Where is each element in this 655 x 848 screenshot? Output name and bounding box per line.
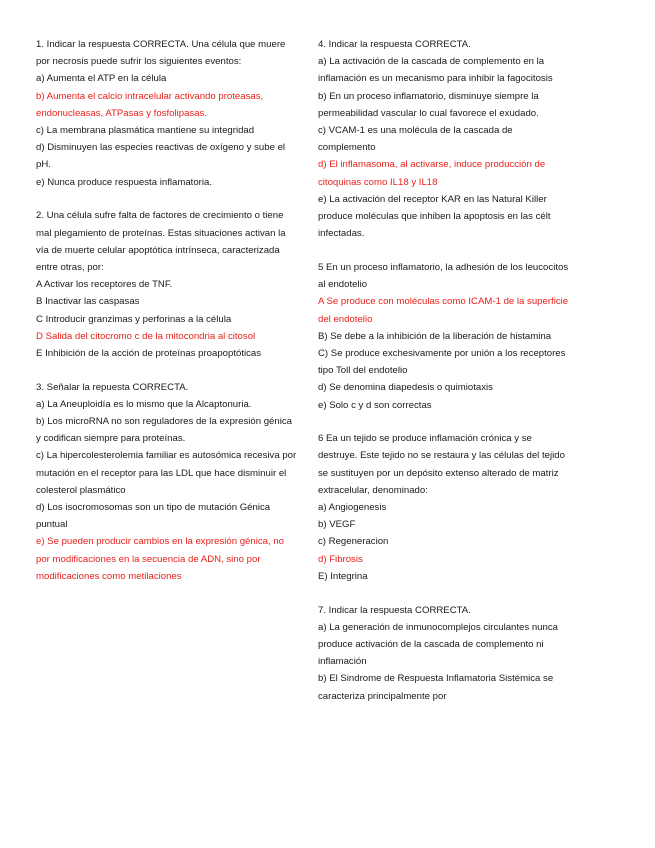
answer-option: c) La membrana plasmática mantiene su integridad [36, 125, 255, 137]
question-stem: 1. Indicar la respuesta CORRECTA. Una célula que muere por necrosis puede sufrir los siguientes eventos: [36, 39, 286, 68]
question-stem: 6 Ea un tejido se produce inflamación crónica y se destruye. Este tejido no se restaura y las células del tejido se sustituyen por un depósito extenso alterado de matriz extracelular, denominado: [318, 433, 565, 496]
correct-answer-option: A Se produce con moléculas como ICAM-1 de la superficie del endotelio [318, 296, 569, 325]
answer-option: b) En un proceso inflamatorio, disminuye siempre la permeabilidad vascular lo cual favorece el exudado. [318, 90, 539, 119]
correct-answer-option: D Salida del citocromo c de la mitocondria al citosol [36, 330, 256, 342]
question-block [36, 36, 298, 191]
correct-answer-option: d) Fibrosis [318, 553, 363, 565]
question-block [318, 36, 570, 242]
answer-option: e) Solo c y d son correctas [318, 399, 432, 411]
question-block [318, 259, 570, 414]
answer-option: B Inactivar las caspasas [36, 296, 140, 308]
answer-option: c) VCAM-1 es una molécula de la cascada de complemento [318, 125, 513, 154]
answer-option: e) La activación del receptor KAR en las Natural Killer produce moléculas que inhiben la apoptosis en las célt infectadas. [318, 193, 551, 240]
answer-option: a) La Aneuploidía es lo mismo que la Alcaptonuria. [36, 398, 252, 410]
answer-option: d) Disminuyen las especies reactivas de oxígeno y sube el pH. [36, 142, 286, 171]
left-column [36, 36, 298, 602]
answer-option: b) VEGF [318, 519, 356, 531]
answer-option: C) Se produce exchesivamente por unión a los receptores [318, 347, 566, 359]
question-stem: 4. Indicar la respuesta CORRECTA. [318, 39, 471, 50]
right-column [318, 36, 570, 721]
answer-option: a) Aumenta el ATP en la célula [36, 73, 167, 85]
answer-option: d) Los isocromosomas son un tipo de mutación Génica puntual [36, 502, 271, 531]
question-stem: 2. Una célula sufre falta de factores de crecimiento o tiene mal plegamiento de proteínas. Estas situaciones activan la vía de muerte celular apoptótica intrínseca, caracterizada entre otras, por: [36, 210, 286, 273]
answer-option: a) La activación de la cascada de complemento en la inflamación es un mecanismo para inhibir la fagocitosis [318, 56, 553, 85]
correct-answer-option: b) Aumenta el calcio intracelular activando proteasas, endonucleasas, ATPasas y fosfolipasas. [36, 90, 264, 119]
correct-answer-option: d) El inflamasoma, al activarse, induce producción de citoquinas como IL18 y IL18 [318, 159, 546, 188]
question-stem: 7. Indicar la respuesta CORRECTA. [318, 604, 471, 616]
answer-option: c) La hipercolesterolemia familiar es autosómica recesiva por mutación en el receptor para las LDL que hace disminuir el colesterol plasmático [36, 450, 297, 496]
question-block [318, 430, 570, 585]
question-block [318, 602, 570, 705]
answer-option: d) Se denomina diapedesis o quimiotaxis [318, 382, 493, 394]
answer-option: B) Se debe a la inhibición de la liberación de histamina [318, 330, 552, 342]
answer-option: tipo Toll del endotelio [318, 365, 408, 377]
question-block [36, 207, 298, 362]
answer-option: E) Integrina [318, 570, 368, 582]
answer-option: b) El Sindrome de Respuesta Inflamatoria Sistémica se caracteriza principalmente por [318, 673, 554, 702]
answer-option: e) Nunca produce respuesta inflamatoria. [36, 176, 212, 188]
answer-option: C Introducir granzimas y perforinas a la célula [36, 313, 232, 325]
correct-answer-option: e) Se pueden producir cambios en la expresión génica, no por modificaciones en la secuencia de ADN, sino por modificaciones como metilaciones [36, 536, 284, 582]
question-stem: 3. Señalar la repuesta CORRECTA. [36, 381, 189, 393]
answer-option: E Inhibición de la acción de proteínas proapoptóticas [36, 347, 262, 359]
question-stem: 5 En un proceso inflamatorio, la adhesión de los leucocitos al endotelio [318, 261, 569, 291]
answer-option: A Activar los receptores de TNF. [36, 279, 173, 291]
answer-option: b) Los microRNA no son reguladores de la expresión génica y codifican siempre para proteínas. [36, 416, 292, 445]
question-block [36, 379, 298, 585]
answer-option: a) Angiogenesis [318, 502, 387, 514]
answer-option: a) La generación de inmunocomplejos circulantes nunca produce activación de la cascada de complemento ni inflamación [318, 621, 558, 668]
answer-option: c) Regeneracion [318, 536, 389, 548]
